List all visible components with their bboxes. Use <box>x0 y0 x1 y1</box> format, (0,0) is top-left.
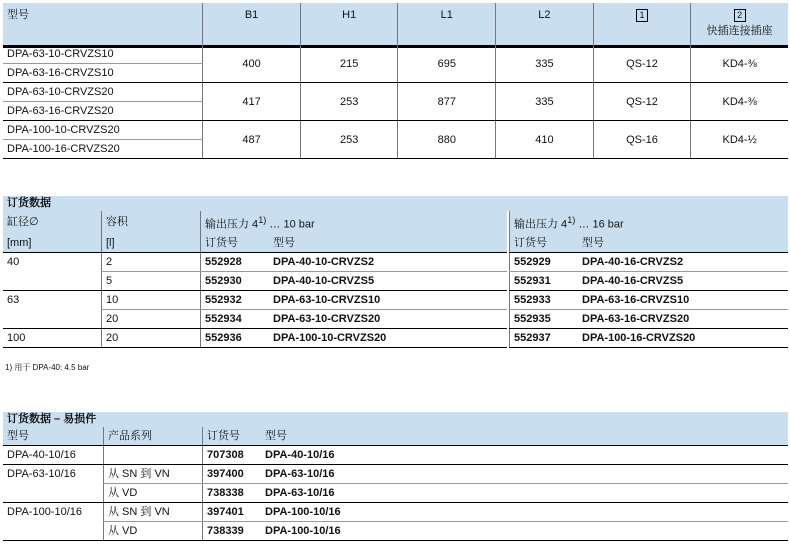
order-data-grid <box>3 211 788 348</box>
series-cell: 从 VD <box>104 522 203 541</box>
order-data-table <box>3 211 788 348</box>
model-header: 型号 <box>261 427 788 446</box>
l2-cell: 410 <box>496 121 594 159</box>
model-10-cell: DPA-63-10-CRVZS20 <box>269 309 507 328</box>
bore-cell: 100 <box>3 328 102 347</box>
order-no-10-cell: 552936 <box>201 328 270 347</box>
table-row <box>3 45 788 64</box>
pressure-16-label: 输出压力 4 <box>514 218 568 231</box>
b1-cell: 417 <box>203 83 301 121</box>
model-cell: DPA-63-10/16 <box>261 484 788 503</box>
order-no-header-10: 订货号 <box>201 234 270 253</box>
header-h1: H1 <box>300 3 398 47</box>
h1-cell: 253 <box>300 83 398 121</box>
spare-parts-grid <box>3 427 788 541</box>
order-data-title: 订货数据 <box>3 196 788 211</box>
order-no-cell: 738339 <box>203 522 262 541</box>
bore-cell <box>3 271 102 290</box>
table-row <box>3 290 788 309</box>
model-cell: DPA-63-16-CRVZS10 <box>3 64 203 83</box>
footnote: 1) 用于 DPA-40: 4.5 bar <box>5 363 90 372</box>
header-connection-2 <box>691 3 788 47</box>
order-no-16-cell: 552933 <box>510 290 579 309</box>
bore-cell: 40 <box>7 255 20 268</box>
quick-coupling-label: 快插连接插座 <box>706 25 773 37</box>
model-cell: DPA-63-16-CRVZS20 <box>3 102 203 121</box>
series-header: 产品系列 <box>104 427 203 446</box>
model-cell: DPA-63-10/16 <box>261 465 788 484</box>
table-row <box>3 121 788 140</box>
bore-header: 缸径∅ <box>3 211 102 234</box>
type-cell <box>3 522 104 541</box>
order-no-cell: 738338 <box>203 484 262 503</box>
spare-parts-title: 订货数据 – 易损件 <box>3 412 788 427</box>
pressure-10-label: 输出压力 4 <box>205 218 259 231</box>
model-10-cell: DPA-63-10-CRVZS10 <box>269 290 507 309</box>
model-cell: DPA-40-10/16 <box>261 446 788 465</box>
spare-header-row <box>3 427 788 446</box>
header-l2: L2 <box>496 3 594 47</box>
type-cell: DPA-100-10/16 <box>7 506 83 519</box>
model-16-cell: DPA-63-16-CRVZS10 <box>578 290 788 309</box>
pressure-16-header <box>510 211 789 234</box>
order-header-row-2 <box>3 234 788 253</box>
order-no-10-cell: 552932 <box>201 290 270 309</box>
order-no-16-cell: 552937 <box>510 328 579 347</box>
c2-cell: KD4-⅜ <box>691 83 788 121</box>
volume-cell: 20 <box>102 309 201 328</box>
type-header-10: 型号 <box>269 234 507 253</box>
model-cell: DPA-100-16-CRVZS20 <box>3 140 203 159</box>
pressure-10-footnote-ref: 1) <box>258 215 267 225</box>
series-cell: 从 SN 到 VN <box>104 465 203 484</box>
order-no-10-cell: 552928 <box>201 252 270 271</box>
order-no-10-cell: 552934 <box>201 309 270 328</box>
volume-cell: 20 <box>102 328 201 347</box>
pressure-10-range: … 10 bar <box>266 218 315 231</box>
volume-cell: 5 <box>102 271 201 290</box>
model-16-cell: DPA-40-16-CRVZS5 <box>578 271 788 290</box>
b1-cell: 400 <box>203 45 301 83</box>
order-no-16-cell: 552931 <box>510 271 579 290</box>
dimensions-table <box>3 3 788 48</box>
order-no-header-16: 订货号 <box>510 234 579 253</box>
dimensions-header-row <box>3 3 788 47</box>
series-cell <box>104 446 203 465</box>
order-no-16-cell: 552935 <box>510 309 579 328</box>
l1-cell: 695 <box>398 45 496 83</box>
volume-header: 容积 <box>102 211 201 234</box>
b1-cell: 487 <box>203 121 301 159</box>
header-connection-1 <box>593 3 691 47</box>
volume-unit: [l] <box>102 234 201 253</box>
order-header-row-1 <box>3 211 788 234</box>
type-cell: DPA-63-10/16 <box>7 468 76 481</box>
table-row <box>3 465 788 484</box>
order-no-cell: 397401 <box>203 503 262 522</box>
c2-cell: KD4-½ <box>691 121 788 159</box>
l1-cell: 877 <box>398 83 496 121</box>
type-cell: DPA-40-10/16 <box>3 446 104 465</box>
model-10-cell: DPA-40-10-CRVZS5 <box>269 271 507 290</box>
volume-cell: 2 <box>102 252 201 271</box>
c1-cell: QS-12 <box>593 45 691 83</box>
model-16-cell: DPA-63-16-CRVZS20 <box>578 309 788 328</box>
l2-cell: 335 <box>496 83 594 121</box>
order-no-header: 订货号 <box>203 427 262 446</box>
header-model: 型号 <box>7 9 29 21</box>
bore-unit: [mm] <box>3 234 102 253</box>
type-cell <box>3 484 104 503</box>
type-header: 型号 <box>3 427 104 446</box>
dimensions-rows <box>3 45 788 159</box>
series-cell: 从 SN 到 VN <box>104 503 203 522</box>
order-no-16-cell: 552929 <box>510 252 579 271</box>
table-row <box>3 271 788 290</box>
table-row <box>3 309 788 328</box>
header-l1: L1 <box>398 3 496 47</box>
model-cell: DPA-100-10/16 <box>261 503 788 522</box>
pressure-16-footnote-ref: 1) <box>567 215 576 225</box>
model-16-cell: DPA-100-16-CRVZS20 <box>578 328 788 347</box>
model-16-cell: DPA-40-16-CRVZS2 <box>578 252 788 271</box>
c2-cell: KD4-⅜ <box>691 45 788 83</box>
bore-cell <box>3 309 102 328</box>
c1-cell: QS-12 <box>593 83 691 121</box>
bore-cell: 63 <box>7 293 20 306</box>
model-cell: DPA-63-10-CRVZS10 <box>3 45 203 64</box>
type-header-16: 型号 <box>578 234 788 253</box>
model-10-cell: DPA-100-10-CRVZS20 <box>269 328 507 347</box>
l1-cell: 880 <box>398 121 496 159</box>
connection-1-box: 1 <box>636 9 648 22</box>
series-cell: 从 VD <box>104 484 203 503</box>
table-row <box>3 328 788 347</box>
l2-cell: 335 <box>496 45 594 83</box>
order-no-cell: 707308 <box>203 446 262 465</box>
model-cell: DPA-100-10/16 <box>261 522 788 541</box>
h1-cell: 253 <box>300 121 398 159</box>
volume-cell: 10 <box>102 290 201 309</box>
model-10-cell: DPA-40-10-CRVZS2 <box>269 252 507 271</box>
c1-cell: QS-16 <box>593 121 691 159</box>
connection-2-box: 2 <box>734 9 746 22</box>
pressure-10-header <box>201 211 508 234</box>
table-row <box>3 83 788 102</box>
dimensions-body <box>3 45 788 159</box>
table-row <box>3 503 788 522</box>
h1-cell: 215 <box>300 45 398 83</box>
header-b1: B1 <box>203 3 301 47</box>
order-no-cell: 397400 <box>203 465 262 484</box>
table-row <box>3 252 788 271</box>
pressure-16-range: … 16 bar <box>575 218 624 231</box>
model-cell: DPA-63-10-CRVZS20 <box>3 83 203 102</box>
table-row <box>3 522 788 541</box>
table-row <box>3 446 788 465</box>
table-row <box>3 484 788 503</box>
model-cell: DPA-100-10-CRVZS20 <box>3 121 203 140</box>
order-no-10-cell: 552930 <box>201 271 270 290</box>
spare-parts-table <box>3 427 788 541</box>
